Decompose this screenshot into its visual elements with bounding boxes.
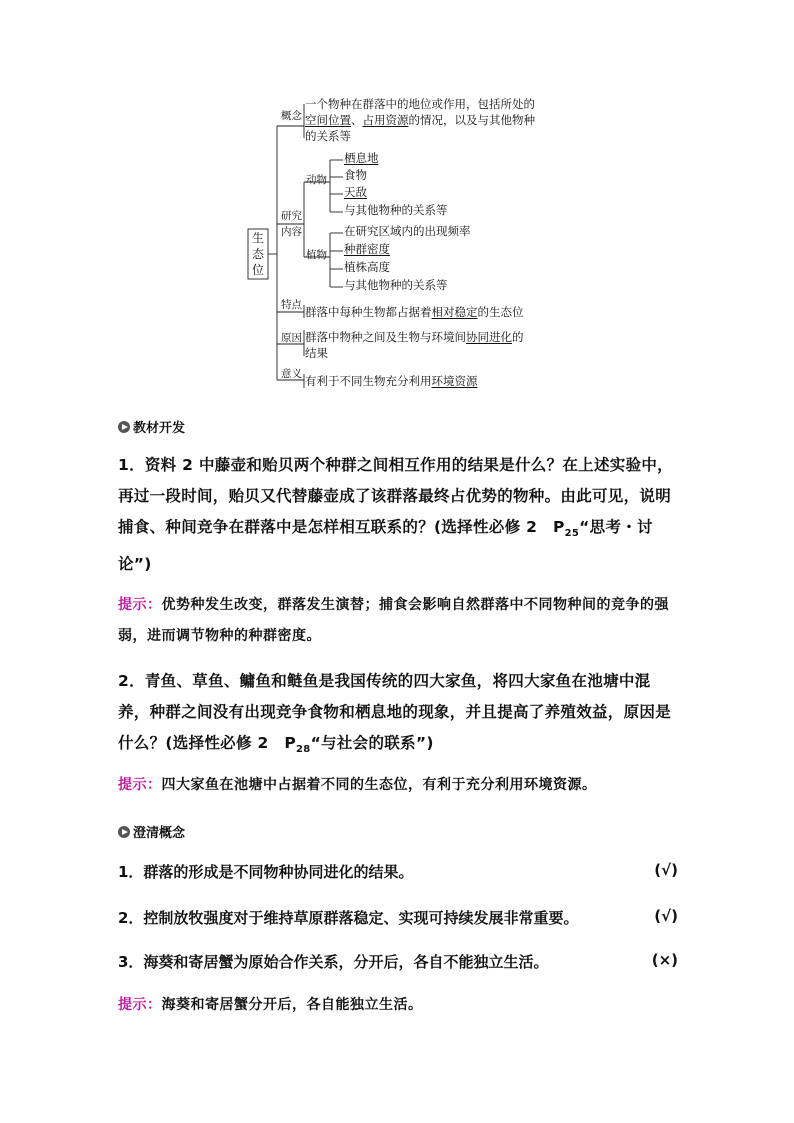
meaning-text: [305, 373, 478, 389]
diagram-root: 生态位: [252, 231, 265, 277]
judgement-text: 1．群落的形成是不同物种协同进化的结果。: [118, 863, 414, 881]
animal-item-relations: 与其他物种的关系等: [344, 203, 448, 217]
animal-label: 动物: [306, 174, 327, 186]
play-arrow-icon: [118, 421, 130, 433]
plant-item-frequency: 在研究区域内的出现频率: [344, 224, 471, 238]
play-arrow-icon: [118, 826, 130, 838]
animal-item-habitat: 栖息地: [344, 151, 379, 165]
question-2: [118, 666, 678, 765]
hint-1: [118, 590, 678, 652]
cause-label: 原因: [281, 332, 302, 344]
question-2-text: 2．青鱼、草鱼、鳙鱼和鲢鱼是我国传统的四大家鱼，将四大家鱼在池塘中混养，种群之间没有出现竞争食物和栖息地的现象，并且提高了养殖效益，原因是什么？(选择性必修 2 P: [118, 672, 672, 752]
concept-line-1: 一个物种在群落中的地位或作用，包括所处的: [305, 97, 535, 111]
feature-text: [305, 304, 524, 320]
section-heading-textbook: [118, 417, 185, 436]
animal-item-enemy: 天敌: [344, 185, 367, 199]
question-1-page-subscript: 25: [564, 528, 580, 540]
judgement-item: [118, 907, 678, 928]
check-mark: (√): [654, 861, 678, 879]
hint-label: 提示：: [118, 597, 162, 613]
feature-text-c: 的生态位: [477, 305, 524, 319]
section-title: 教材开发: [133, 421, 186, 436]
plant-label: 植物: [306, 249, 327, 261]
cause-text-a: 群落中物种之间及生物与环境间: [305, 330, 466, 344]
judgement-text: 2．控制放牧强度对于维持草原群落稳定、实现可持续发展非常重要。: [118, 909, 579, 927]
hint-label: 提示：: [118, 777, 162, 793]
judgement-item: [118, 951, 678, 972]
hint-2: [118, 770, 678, 801]
judgement-text: 3．海葵和寄居蟹为原始合作关系，分开后，各自不能独立生活。: [118, 953, 549, 971]
cause-line-2: 结果: [305, 346, 328, 360]
question-1: [118, 450, 678, 580]
meaning-text-resources: 环境资源: [431, 374, 478, 388]
research-label-2: 内容: [281, 226, 302, 238]
hint-1-text: 优势种发生改变，群落发生演替；捕食会影响自然群落中不同物种间的竞争的强弱，进而调节物种的种群密度。: [118, 597, 669, 644]
concept-line-2-tail: 的情况，以及与其他物种: [408, 113, 535, 127]
cause-text-coevolution: 协同进化: [466, 330, 512, 344]
question-1-tail: “思考・讨论”): [118, 518, 653, 574]
judgement-item: [118, 861, 678, 882]
hint-3-text: 海葵和寄居蟹分开后，各自能独立生活。: [161, 997, 423, 1013]
plant-item-height: 植株高度: [344, 260, 390, 274]
question-1-text: 1．资料 2 中藤壶和贻贝两个种群之间相互作用的结果是什么？在上述实验中，再过一段时间，贻贝又代替藤壶成了该群落最终占优势的物种。由此可见，说明捕食、种间竞争在群落中是怎样相互联系的？(选择性必修 2 P: [118, 456, 673, 536]
concept-line-2: [305, 112, 535, 128]
hint-3: [118, 990, 678, 1021]
feature-text-stable: 相对稳定: [431, 305, 478, 319]
cross-mark: (×): [651, 951, 678, 969]
section-title: 澄清概念: [133, 826, 186, 841]
check-mark: (√): [654, 907, 678, 925]
feature-label: 特点: [281, 299, 302, 311]
concept-space-position: 空间位置: [305, 113, 351, 127]
question-2-page-subscript: 28: [296, 744, 311, 756]
concept-separator: 、: [351, 113, 363, 127]
meaning-text-a: 有利于不同生物充分利用: [305, 374, 432, 388]
section-heading-concepts: [118, 822, 185, 841]
cause-line-1: [305, 329, 524, 345]
question-2-tail: “与社会的联系”): [310, 734, 434, 752]
cause-text-c: 的: [512, 330, 524, 344]
research-label-1: 研究: [281, 210, 302, 222]
meaning-label: 意义: [281, 368, 302, 380]
concept-line-3: 的关系等: [305, 129, 351, 143]
plant-item-relations: 与其他物种的关系等: [344, 278, 448, 292]
animal-item-food: 食物: [344, 168, 367, 182]
concept-label: 概念: [281, 110, 302, 122]
feature-text-a: 群落中每种生物都占据着: [305, 305, 432, 319]
concept-resource-use: 占用资源: [362, 113, 409, 127]
plant-item-density: 种群密度: [344, 242, 390, 256]
hint-2-text: 四大家鱼在池塘中占据着不同的生态位，有利于充分利用环境资源。: [161, 777, 597, 793]
hint-label: 提示：: [118, 997, 162, 1013]
